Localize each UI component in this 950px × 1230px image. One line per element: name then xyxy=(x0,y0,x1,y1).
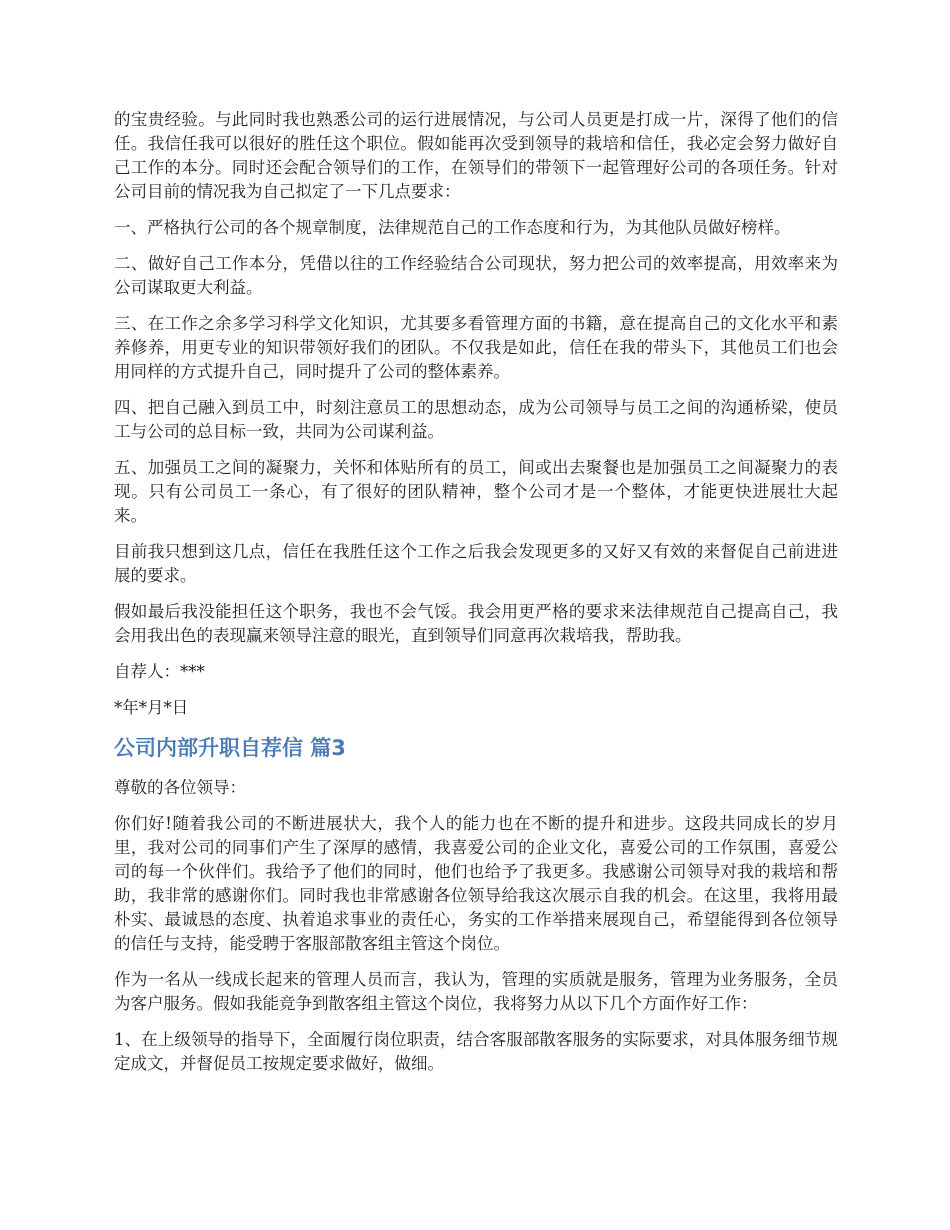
paragraph-point-5: 五、加强员工之间的凝聚力，关怀和体贴所有的员工，间或出去聚餐也是加强员工之间凝聚力的表现。只有公司员工一条心，有了很好的团队精神，整个公司才是一个整体，才能更快进展壮大起来。 xyxy=(114,458,838,525)
paragraph-point-1: 一、严格执行公司的各个规章制度，法律规范自己的工作态度和行为，为其他队员做好榜样。 xyxy=(114,218,791,237)
salutation: 尊敬的各位领导： xyxy=(114,778,246,797)
paragraph-intro: 你们好!随着我公司的不断进展状大，我个人的能力也在不断的提升和进步。这段共同成长的岁月里，我对公司的同事们产生了深厚的感情，我喜爱公司的企业文化，喜爱公司的工作氛围，喜爱公司的每一个伙伴们。我给予了他们的同时，他们也给予了我更多。我感谢公司领导对我的栽培和帮助，我非常的感谢你们。同时我也非常感谢各位领导给我这次展示自我的机会。在这里，我将用最朴实、最诚恳的态度、执着追求事业的责任心，务实的工作举措来展现自己，希望能得到各位领导的信任与支持，能受聘于客服部散客组主管这个岗位。 xyxy=(114,814,838,953)
paragraph-point-3: 三、在工作之余多学习科学文化知识，尤其要多看管理方面的书籍，意在提高自己的文化水平和素养修养，用更专业的知识带领好我们的团队。不仅我是如此，信任在我的带头下，其他员工们也会用同样的方式提升自己，同时提升了公司的整体素养。 xyxy=(114,314,838,381)
paragraph-point-4: 四、把自己融入到员工中，时刻注意员工的思想动态，成为公司领导与员工之间的沟通桥梁，使员工与公司的总目标一致，共同为公司谋利益。 xyxy=(114,398,838,441)
section-heading: 公司内部升职自荐信 篇3 xyxy=(114,736,346,760)
document-page xyxy=(114,108,838,1088)
paragraph-closing: 假如最后我没能担任这个职务，我也不会气馁。我会用更严格的要求来法律规范自己提高自己，我会用我出色的表现赢来领导注意的眼光，直到领导们同意再次栽培我，帮助我。 xyxy=(114,602,838,645)
paragraph-summary: 目前我只想到这几点，信任在我胜任这个工作之后我会发现更多的又好又有效的来督促自己前进进展的要求。 xyxy=(114,542,838,585)
signature-line: 自荐人：*** xyxy=(114,662,205,681)
paragraph-management: 作为一名从一线成长起来的管理人员而言，我认为，管理的实质就是服务，管理为业务服务，全员为客户服务。假如我能竞争到散客组主管这个岗位，我将努力从以下几个方面作好工作： xyxy=(114,970,838,1013)
paragraph-point-2: 二、做好自己工作本分，凭借以往的工作经验结合公司现状，努力把公司的效率提高，用效率来为公司谋取更大利益。 xyxy=(114,254,838,297)
date-line: *年*月*日 xyxy=(114,698,189,717)
paragraph-experience: 的宝贵经验。与此同时我也熟悉公司的运行进展情况，与公司人员更是打成一片，深得了他们的信任。我信任我可以很好的胜任这个职位。假如能再次受到领导的栽培和信任，我必定会努力做好自己工作的本分。同时还会配合领导们的工作，在领导们的带领下一起管理好公司的各项任务。针对公司目前的情况我为自己拟定了一下几点要求： xyxy=(114,110,838,201)
paragraph-plan-1: 1、在上级领导的指导下，全面履行岗位职责，结合客服部散客服务的实际要求，对具体服务细节规定成文，并督促员工按规定要求做好，做细。 xyxy=(114,1030,838,1073)
